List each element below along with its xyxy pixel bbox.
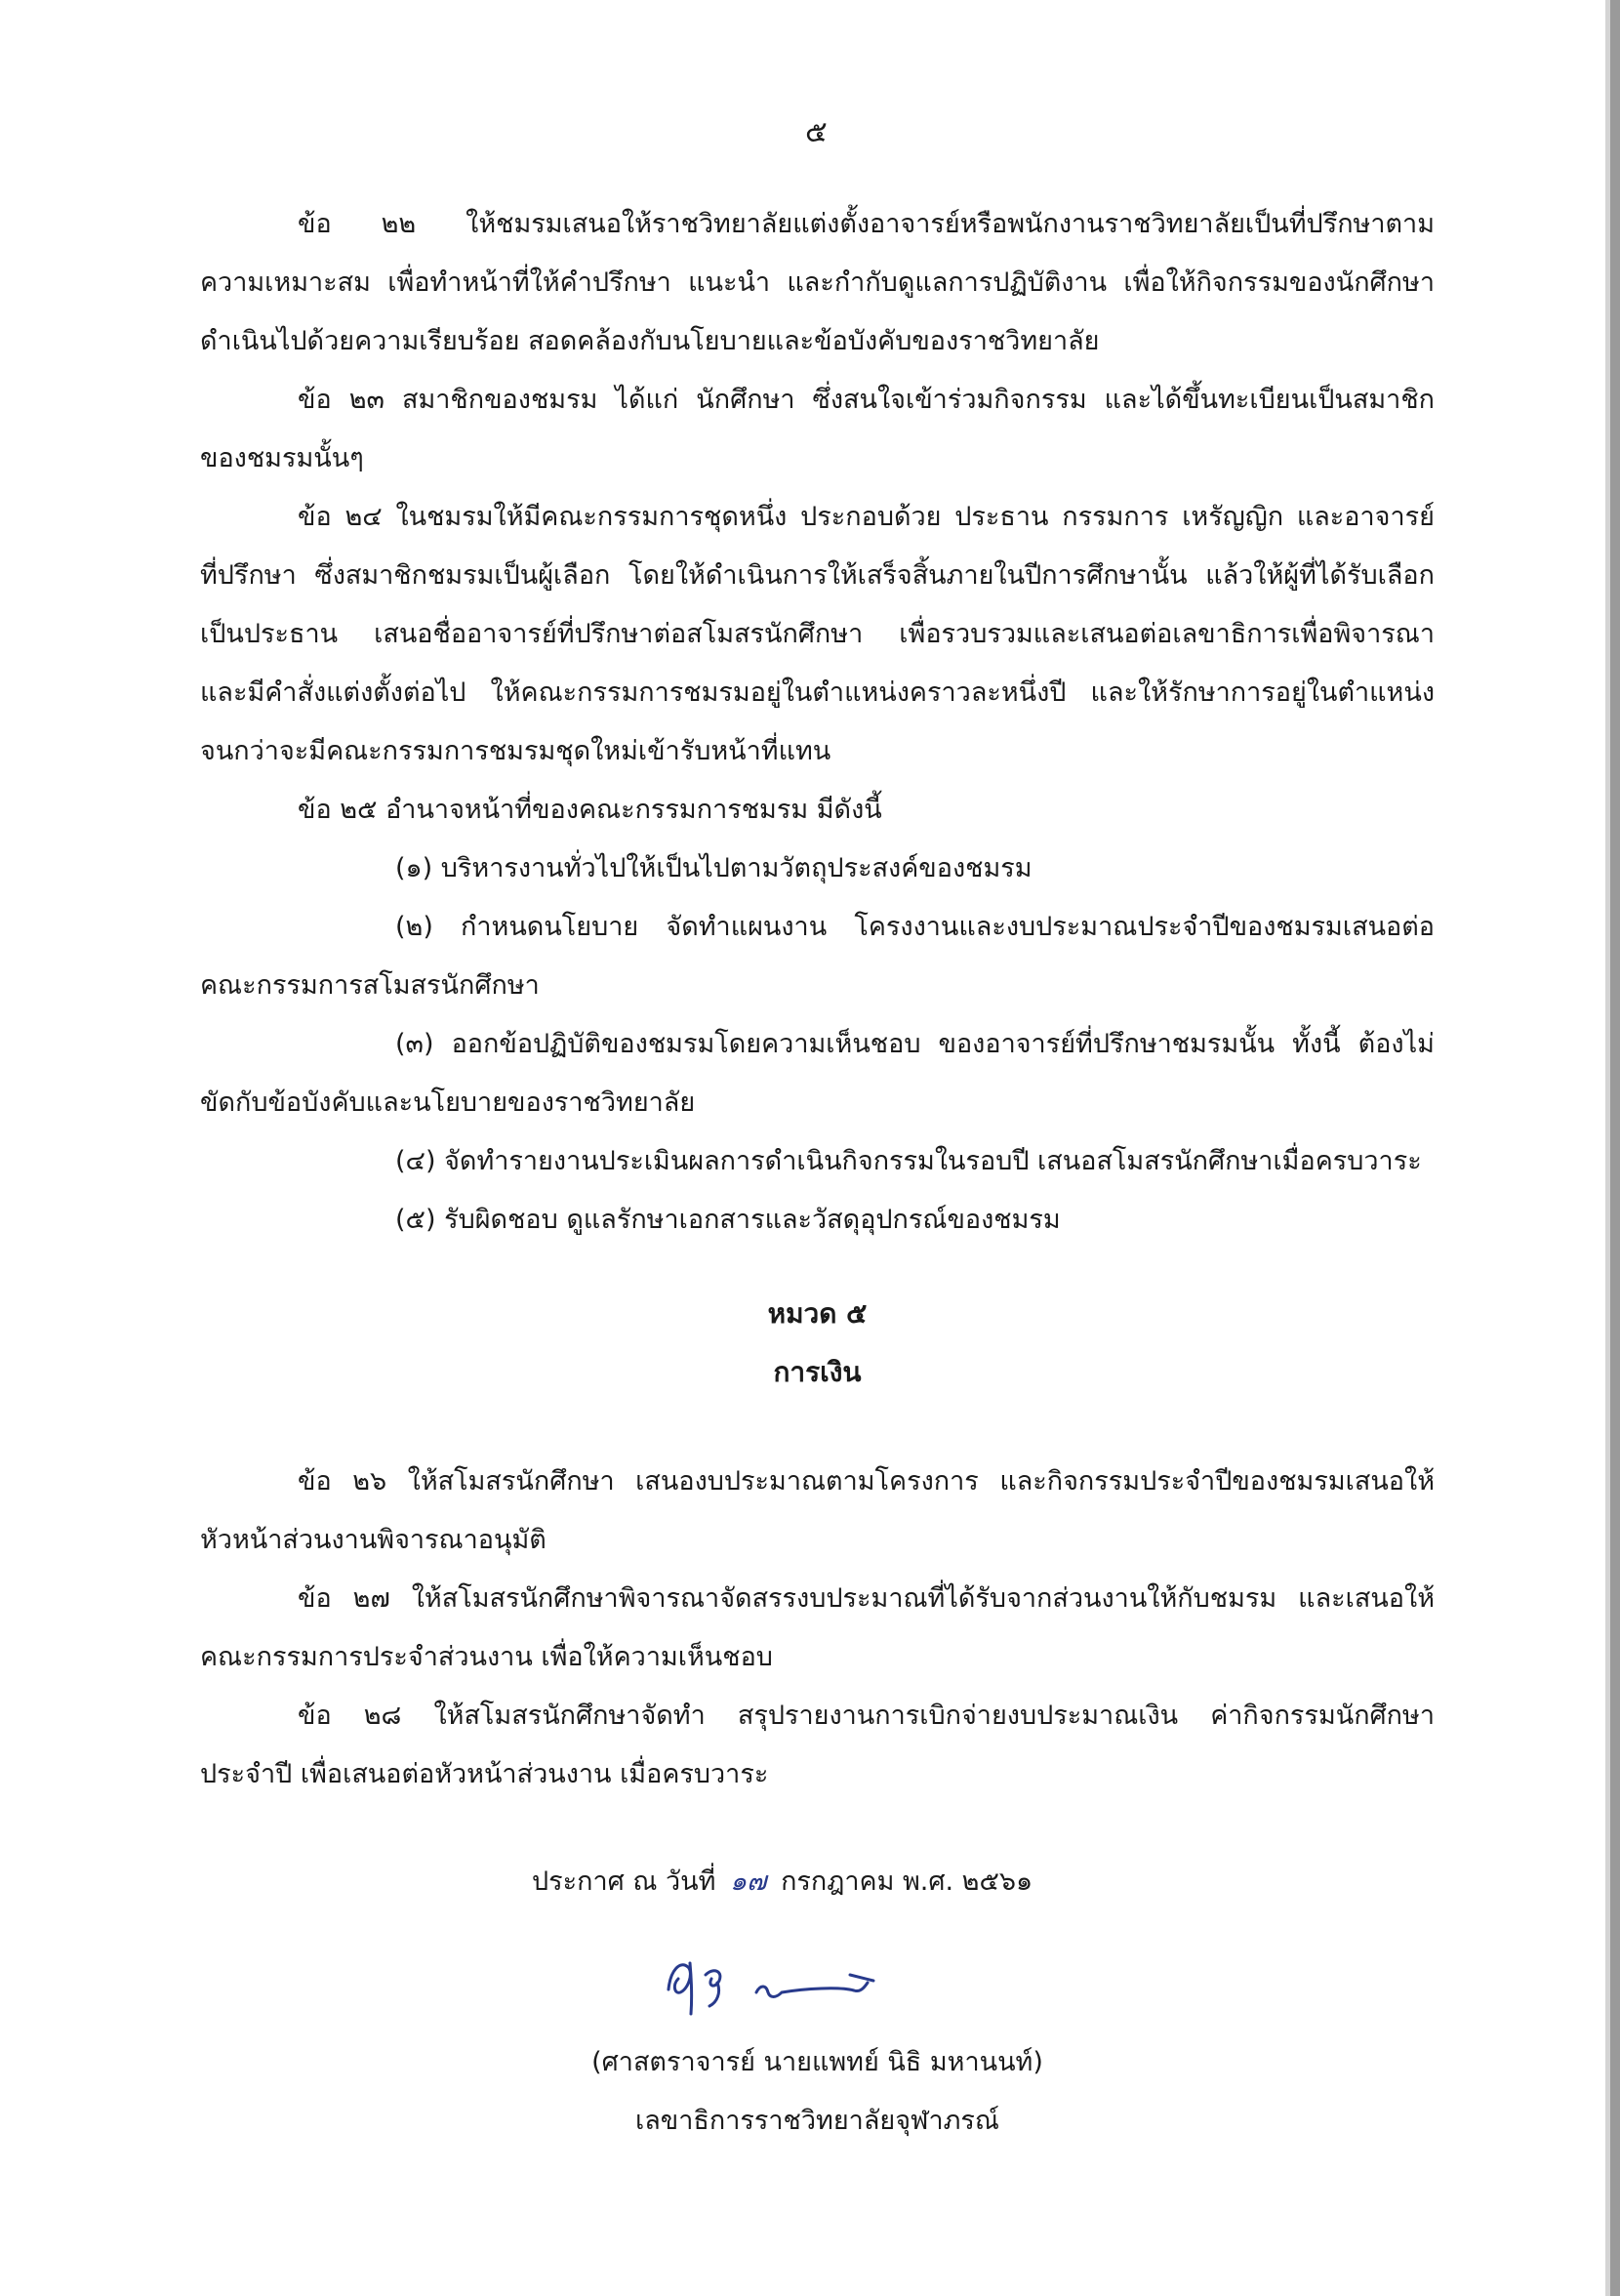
clause-23-line-2: ของชมรมนั้นๆ bbox=[200, 443, 364, 473]
signature-image bbox=[659, 1936, 893, 2024]
clause-22-line-2: ความเหมาะสม เพื่อทำหน้าที่ให้คำปรึกษา แนะนำ และกำกับดูแลการปฏิบัติงาน เพื่อให้กิจกรรมของนักศึกษา bbox=[200, 267, 1435, 298]
section-label: หมวด ๕ bbox=[767, 1297, 868, 1330]
clause-24-line-1: ข้อ ๒๔ ในชมรมให้มีคณะกรรมการชุดหนึ่ง ประกอบด้วย ประธาน กรรมการ เหรัญญิก และอาจารย์ bbox=[298, 502, 1435, 532]
scan-edge bbox=[1610, 0, 1620, 2296]
clause-25-item-4: (๔) จัดทำรายงานประเมินผลการดำเนินกิจกรรมในรอบปี เสนอสโมสรนักศึกษาเมื่อครบวาระ bbox=[395, 1146, 1422, 1176]
clause-25-item-1: (๑) บริหารงานทั่วไปให้เป็นไปตามวัตถุประสงค์ของชมรม bbox=[395, 853, 1033, 883]
clause-28-line-2: ประจำปี เพื่อเสนอต่อหัวหน้าส่วนงาน เมื่อครบวาระ bbox=[200, 1759, 769, 1789]
clause-23-line-1: ข้อ ๒๓ สมาชิกของชมรม ได้แก่ นักศึกษา ซึ่งสนใจเข้าร่วมกิจกรรม และได้ขึ้นทะเบียนเป็นสมาชิก bbox=[298, 385, 1435, 415]
page-number: ๕ bbox=[805, 115, 828, 149]
signatory-name: (ศาสตราจารย์ นายแพทย์ นิธิ มหานนท์) bbox=[591, 2047, 1043, 2077]
clause-25-item-5: (๕) รับผิดชอบ ดูแลรักษาเอกสารและวัสดุอุปกรณ์ของชมรม bbox=[395, 1205, 1061, 1235]
section-title: การเงิน bbox=[773, 1356, 862, 1388]
clause-25-item-3-line-2: ขัดกับข้อบังคับและนโยบายของราชวิทยาลัย bbox=[200, 1087, 696, 1118]
announce-prefix: ประกาศ ณ วันที่ bbox=[532, 1866, 716, 1897]
announcement-date bbox=[532, 1853, 1033, 1911]
clause-22-line-3: ดำเนินไปด้วยความเรียบร้อย สอดคล้องกับนโยบายและข้อบังคับของราชวิทยาลัย bbox=[200, 326, 1100, 356]
clause-24-line-4: และมีคำสั่งแต่งตั้งต่อไป ให้คณะกรรมการชมรมอยู่ในตำแหน่งคราวละหนึ่งปี และให้รักษาการอยู่ในตำแหน่ง bbox=[200, 677, 1435, 708]
clause-24-line-5: จนกว่าจะมีคณะกรรมการชมรมชุดใหม่เข้ารับหน้าที่แทน bbox=[200, 736, 831, 766]
clause-24-line-2: ที่ปรึกษา ซึ่งสมาชิกชมรมเป็นผู้เลือก โดยให้ดำเนินการให้เสร็จสิ้นภายในปีการศึกษานั้น แล้วให้ผู้ที่ได้รับเลือก bbox=[200, 560, 1435, 591]
clause-25-line-1: ข้อ ๒๕ อำนาจหน้าที่ของคณะกรรมการชมรม มีดังนี้ bbox=[298, 795, 882, 825]
clause-26-line-1: ข้อ ๒๖ ให้สโมสรนักศึกษา เสนองบประมาณตามโครงการ และกิจกรรมประจำปีของชมรมเสนอให้ bbox=[298, 1466, 1435, 1496]
clause-27-line-2: คณะกรรมการประจำส่วนงาน เพื่อให้ความเห็นชอบ bbox=[200, 1642, 773, 1672]
signatory-title: เลขาธิการราชวิทยาลัยจุฬาภรณ์ bbox=[635, 2106, 999, 2136]
announce-month-year: กรกฎาคม พ.ศ. ๒๕๖๑ bbox=[781, 1866, 1033, 1897]
clause-24-line-3: เป็นประธาน เสนอชื่ออาจารย์ที่ปรึกษาต่อสโมสรนักศึกษา เพื่อรวบรวมและเสนอต่อเลขาธิการเพื่อพิจารณา bbox=[200, 619, 1435, 649]
clause-25-item-2-line-2: คณะกรรมการสโมสรนักศึกษา bbox=[200, 970, 540, 1001]
clause-22-line-1: ข้อ ๒๒ ให้ชมรมเสนอให้ราชวิทยาลัยแต่งตั้งอาจารย์หรือพนักงานราชวิทยาลัยเป็นที่ปรึกษาตาม bbox=[298, 209, 1435, 239]
handwritten-day: ๑๗ bbox=[730, 1866, 767, 1897]
clause-26-line-2: หัวหน้าส่วนงานพิจารณาอนุมัติ bbox=[200, 1525, 547, 1555]
finance-text bbox=[200, 1453, 1435, 1804]
clause-28-line-1: ข้อ ๒๘ ให้สโมสรนักศึกษาจัดทำ สรุปรายงานการเบิกจ่ายงบประมาณเงิน ค่ากิจกรรมนักศึกษา bbox=[298, 1701, 1435, 1731]
clause-25-item-2-line-1: (๒) กำหนดนโยบาย จัดทำแผนงาน โครงงานและงบประมาณประจำปีของชมรมเสนอต่อ bbox=[395, 912, 1435, 942]
body-text bbox=[200, 195, 1435, 1250]
clause-25-item-3-line-1: (๓) ออกข้อปฏิบัติของชมรมโดยความเห็นชอบ ของอาจารย์ที่ปรึกษาชมรมนั้น ทั้งนี้ ต้องไม่ bbox=[395, 1029, 1435, 1059]
clause-27-line-1: ข้อ ๒๗ ให้สโมสรนักศึกษาพิจารณาจัดสรรงบประมาณที่ได้รับจากส่วนงานให้กับชมรม และเสนอให้ bbox=[298, 1583, 1435, 1614]
